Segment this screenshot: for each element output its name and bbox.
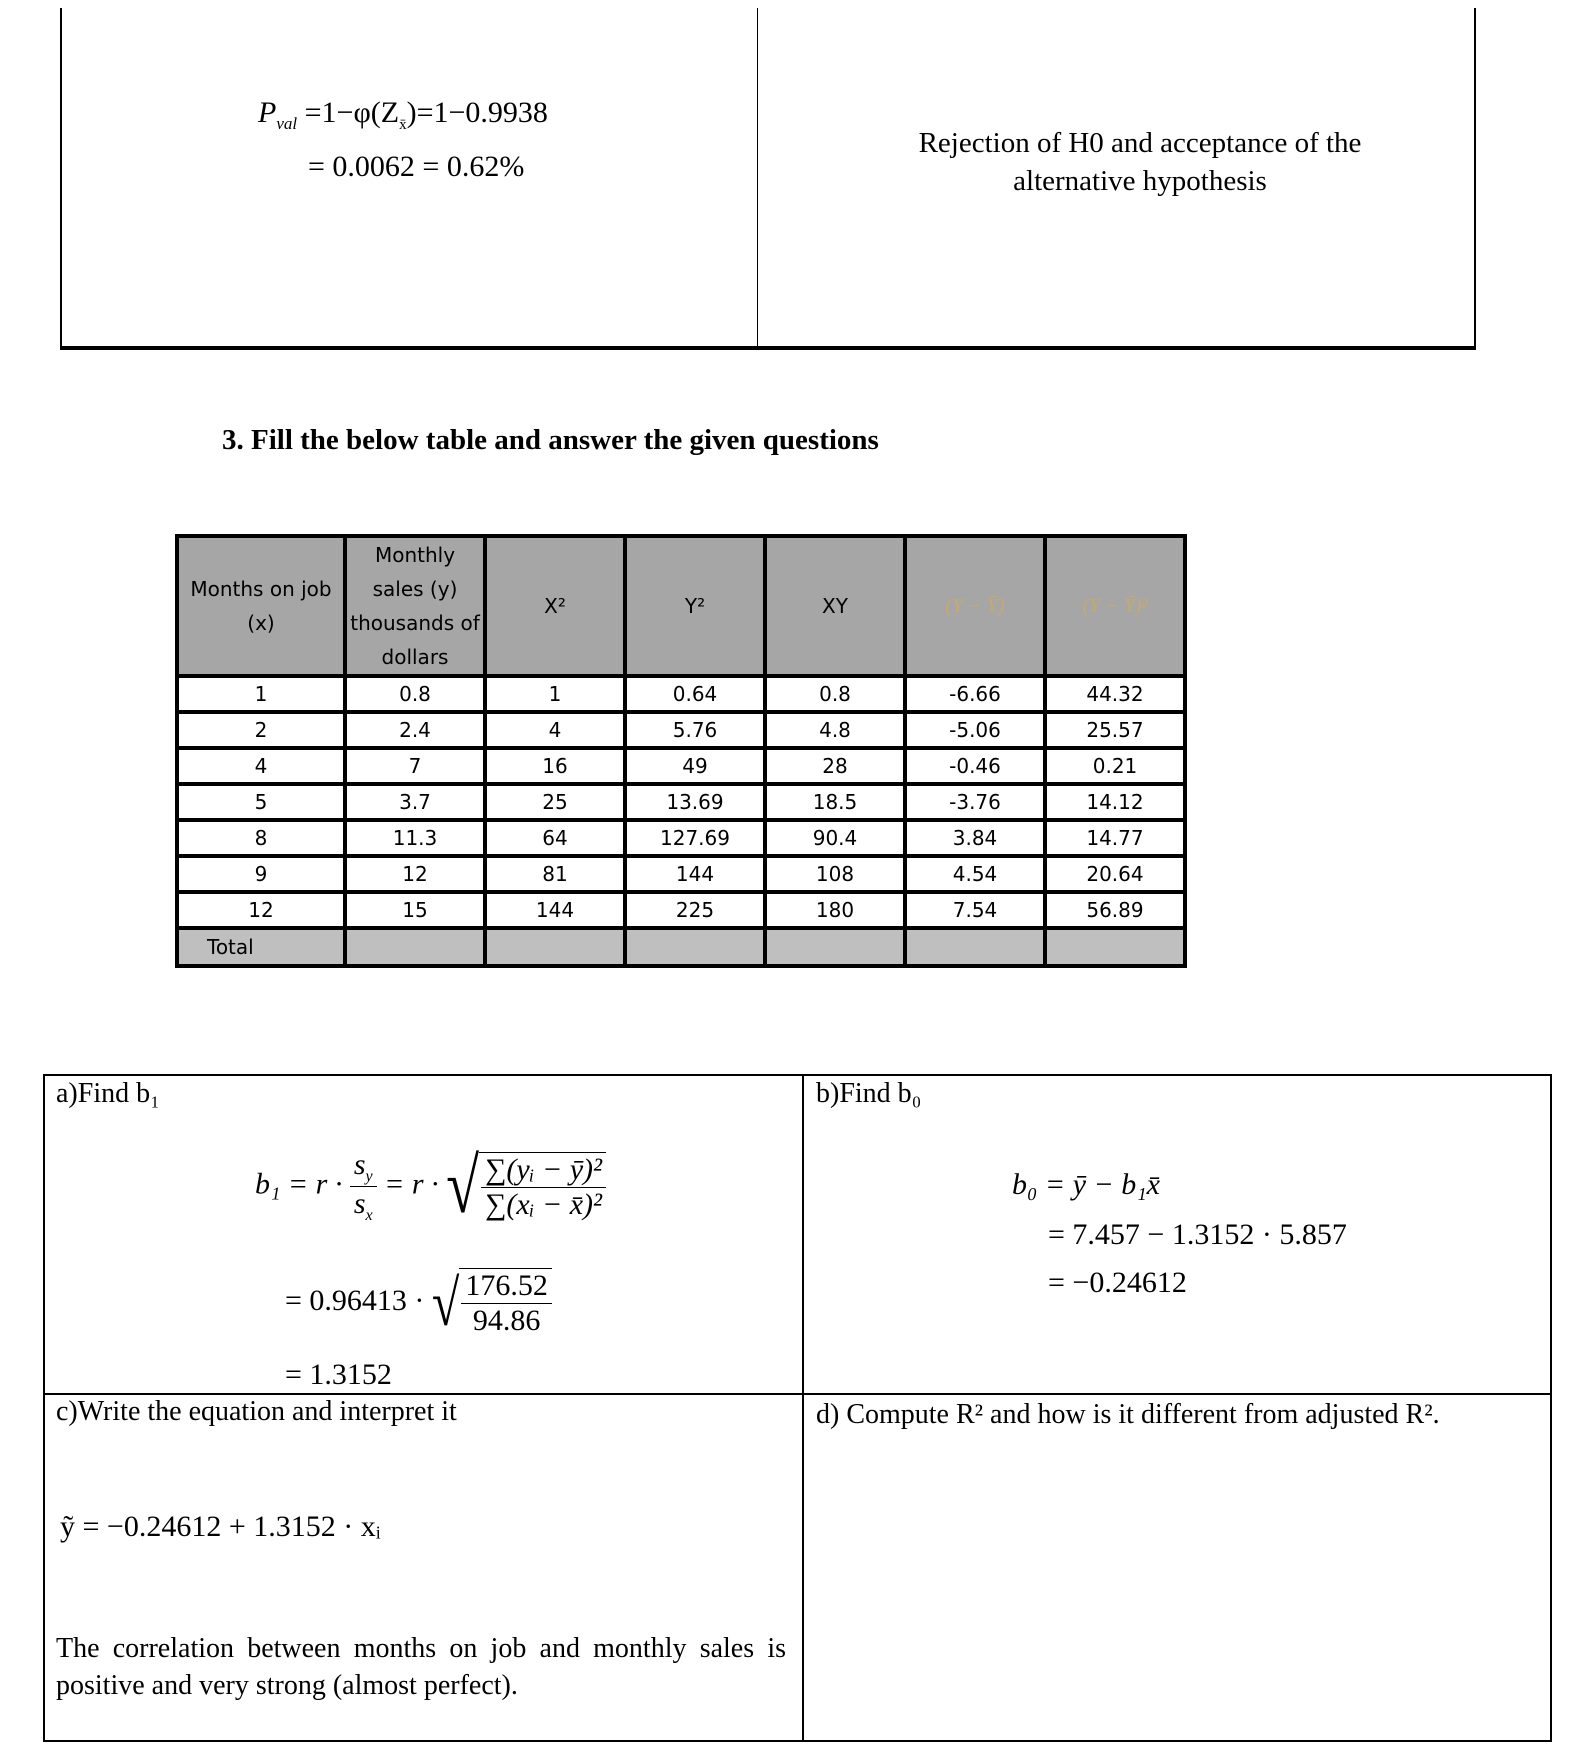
table-cell: 3.7 xyxy=(345,784,485,820)
table-cell: 25 xyxy=(485,784,625,820)
table-cell: 16 xyxy=(485,748,625,784)
table-row xyxy=(177,856,1185,892)
table-cell: 0.8 xyxy=(345,676,485,712)
question-d-title: d) Compute R² and how is it different from adjusted R². xyxy=(816,1399,1440,1430)
sy: $s_y$ xyxy=(350,1148,377,1187)
denominator: 94.86 xyxy=(472,1304,541,1337)
total-label: Total xyxy=(177,928,345,966)
s: s xyxy=(353,1148,366,1181)
denominator: ∑(xᵢ − x̄)² xyxy=(485,1187,602,1221)
b1-result: = 1.3152 xyxy=(285,1358,392,1391)
question-b-title: b)Find b₀ xyxy=(816,1078,922,1109)
table-cell: 4 xyxy=(177,748,345,784)
pvalue-formula xyxy=(258,96,548,134)
table-cell: -0.46 xyxy=(905,748,1045,784)
formula-part: = r · xyxy=(384,1167,439,1201)
xbar-sub: x̄ xyxy=(399,117,407,133)
table-cell: 12 xyxy=(177,892,345,928)
table-cell: 81 xyxy=(485,856,625,892)
b0-substitution: = 7.457 − 1.3152 · 5.857 xyxy=(1048,1218,1347,1251)
total-cell[interactable] xyxy=(765,928,905,966)
interpretation-text: The correlation between months on job and monthly sales is positive and very strong (almost perfect). xyxy=(56,1633,786,1701)
b1-formula xyxy=(255,1142,606,1229)
table-cell: 108 xyxy=(765,856,905,892)
table-cell: 13.69 xyxy=(625,784,765,820)
formula-part: =1−φ(Z xyxy=(304,96,400,129)
regression-equation: ỹ = −0.24612 + 1.3152 · xᵢ xyxy=(60,1510,381,1543)
total-cell[interactable] xyxy=(905,928,1045,966)
sqrt-fraction xyxy=(459,1268,552,1338)
table-row xyxy=(177,712,1185,748)
table-cell: -3.76 xyxy=(905,784,1045,820)
table-row xyxy=(177,748,1185,784)
b0-result: = −0.24612 xyxy=(1048,1266,1187,1299)
table-cell: 0.21 xyxy=(1045,748,1185,784)
formula-part: = 0.96413 · xyxy=(285,1283,425,1317)
table-cell: 2.4 xyxy=(345,712,485,748)
table-cell: 5 xyxy=(177,784,345,820)
numerator: ∑(yᵢ − ȳ)² xyxy=(481,1153,606,1188)
val-sub: val xyxy=(276,114,298,133)
table-cell: 1 xyxy=(485,676,625,712)
table-cell: 8 xyxy=(177,820,345,856)
table-cell: 25.57 xyxy=(1045,712,1185,748)
table-cell: 14.12 xyxy=(1045,784,1185,820)
table-cell: 0.64 xyxy=(625,676,765,712)
table-cell: 14.77 xyxy=(1045,820,1185,856)
total-row xyxy=(177,928,1185,966)
table-row xyxy=(177,820,1185,856)
table-cell: 12 xyxy=(345,856,485,892)
fraction xyxy=(350,1148,377,1225)
table-cell: 90.4 xyxy=(765,820,905,856)
table-cell: 144 xyxy=(625,856,765,892)
total-cell[interactable] xyxy=(485,928,625,966)
total-cell[interactable] xyxy=(625,928,765,966)
table-cell: 18.5 xyxy=(765,784,905,820)
header-cell: XY xyxy=(765,536,905,676)
table-cell: -6.66 xyxy=(905,676,1045,712)
table-cell: 11.3 xyxy=(345,820,485,856)
divider xyxy=(802,1074,804,1740)
table-cell: 56.89 xyxy=(1045,892,1185,928)
table-cell: 5.76 xyxy=(625,712,765,748)
table-cell: 0.8 xyxy=(765,676,905,712)
b1-substitution xyxy=(285,1268,552,1338)
table-cell: 180 xyxy=(765,892,905,928)
table-cell: 127.69 xyxy=(625,820,765,856)
table-row xyxy=(177,784,1185,820)
table-cell: 15 xyxy=(345,892,485,928)
total-cell[interactable] xyxy=(1045,928,1185,966)
header-cell: Monthly sales (y) thousands of dollars xyxy=(345,536,485,676)
table-cell: 2 xyxy=(177,712,345,748)
header-cell: Months on job (x) xyxy=(177,536,345,676)
table-cell: 144 xyxy=(485,892,625,928)
p-symbol: P xyxy=(258,96,277,129)
b0-formula: b₀ = ȳ − b₁x̄ xyxy=(1012,1168,1160,1201)
conclusion-text: Rejection of H0 and acceptance of the alternative hypothesis xyxy=(918,127,1362,197)
question-c-title: c)Write the equation and interpret it xyxy=(56,1396,457,1427)
sqrt-icon: √ xyxy=(446,1142,480,1229)
table-cell: 4.54 xyxy=(905,856,1045,892)
formula-part: b₁ = r · xyxy=(255,1167,343,1201)
table-cell: 28 xyxy=(765,748,905,784)
sqrt-fraction xyxy=(479,1152,606,1222)
table-cell: 7 xyxy=(345,748,485,784)
section-heading: 3. Fill the below table and answer the given questions xyxy=(222,424,879,456)
table-cell: 49 xyxy=(625,748,765,784)
header-cell: (Y − Ȳ)² xyxy=(1045,536,1185,676)
table-row xyxy=(177,676,1185,712)
table-cell: -5.06 xyxy=(905,712,1045,748)
total-cell[interactable] xyxy=(345,928,485,966)
formula-part: )=1−0.9938 xyxy=(406,96,548,129)
pvalue-result: = 0.0062 = 0.62% xyxy=(308,150,525,183)
table-cell: 44.32 xyxy=(1045,676,1185,712)
header-cell: X² xyxy=(485,536,625,676)
table-cell: 3.84 xyxy=(905,820,1045,856)
s: s xyxy=(353,1187,366,1220)
sqrt-icon: √ xyxy=(431,1266,460,1340)
table-cell: 20.64 xyxy=(1045,856,1185,892)
table-row xyxy=(177,892,1185,928)
divider xyxy=(757,8,758,346)
table-cell: 9 xyxy=(177,856,345,892)
header-row xyxy=(177,536,1185,676)
header-cell: (Y − Ȳ) xyxy=(905,536,1045,676)
numerator: 176.52 xyxy=(461,1269,552,1304)
header-cell: Y² xyxy=(625,536,765,676)
divider xyxy=(43,1393,1550,1395)
sx: $s_x$ xyxy=(353,1187,373,1224)
table-cell: 4.8 xyxy=(765,712,905,748)
question-a-title: a)Find b₁ xyxy=(56,1078,160,1109)
table-cell: 225 xyxy=(625,892,765,928)
table-cell: 4 xyxy=(485,712,625,748)
regression-table xyxy=(175,534,1187,968)
table-cell: 64 xyxy=(485,820,625,856)
table-cell: 7.54 xyxy=(905,892,1045,928)
table-cell: 1 xyxy=(177,676,345,712)
